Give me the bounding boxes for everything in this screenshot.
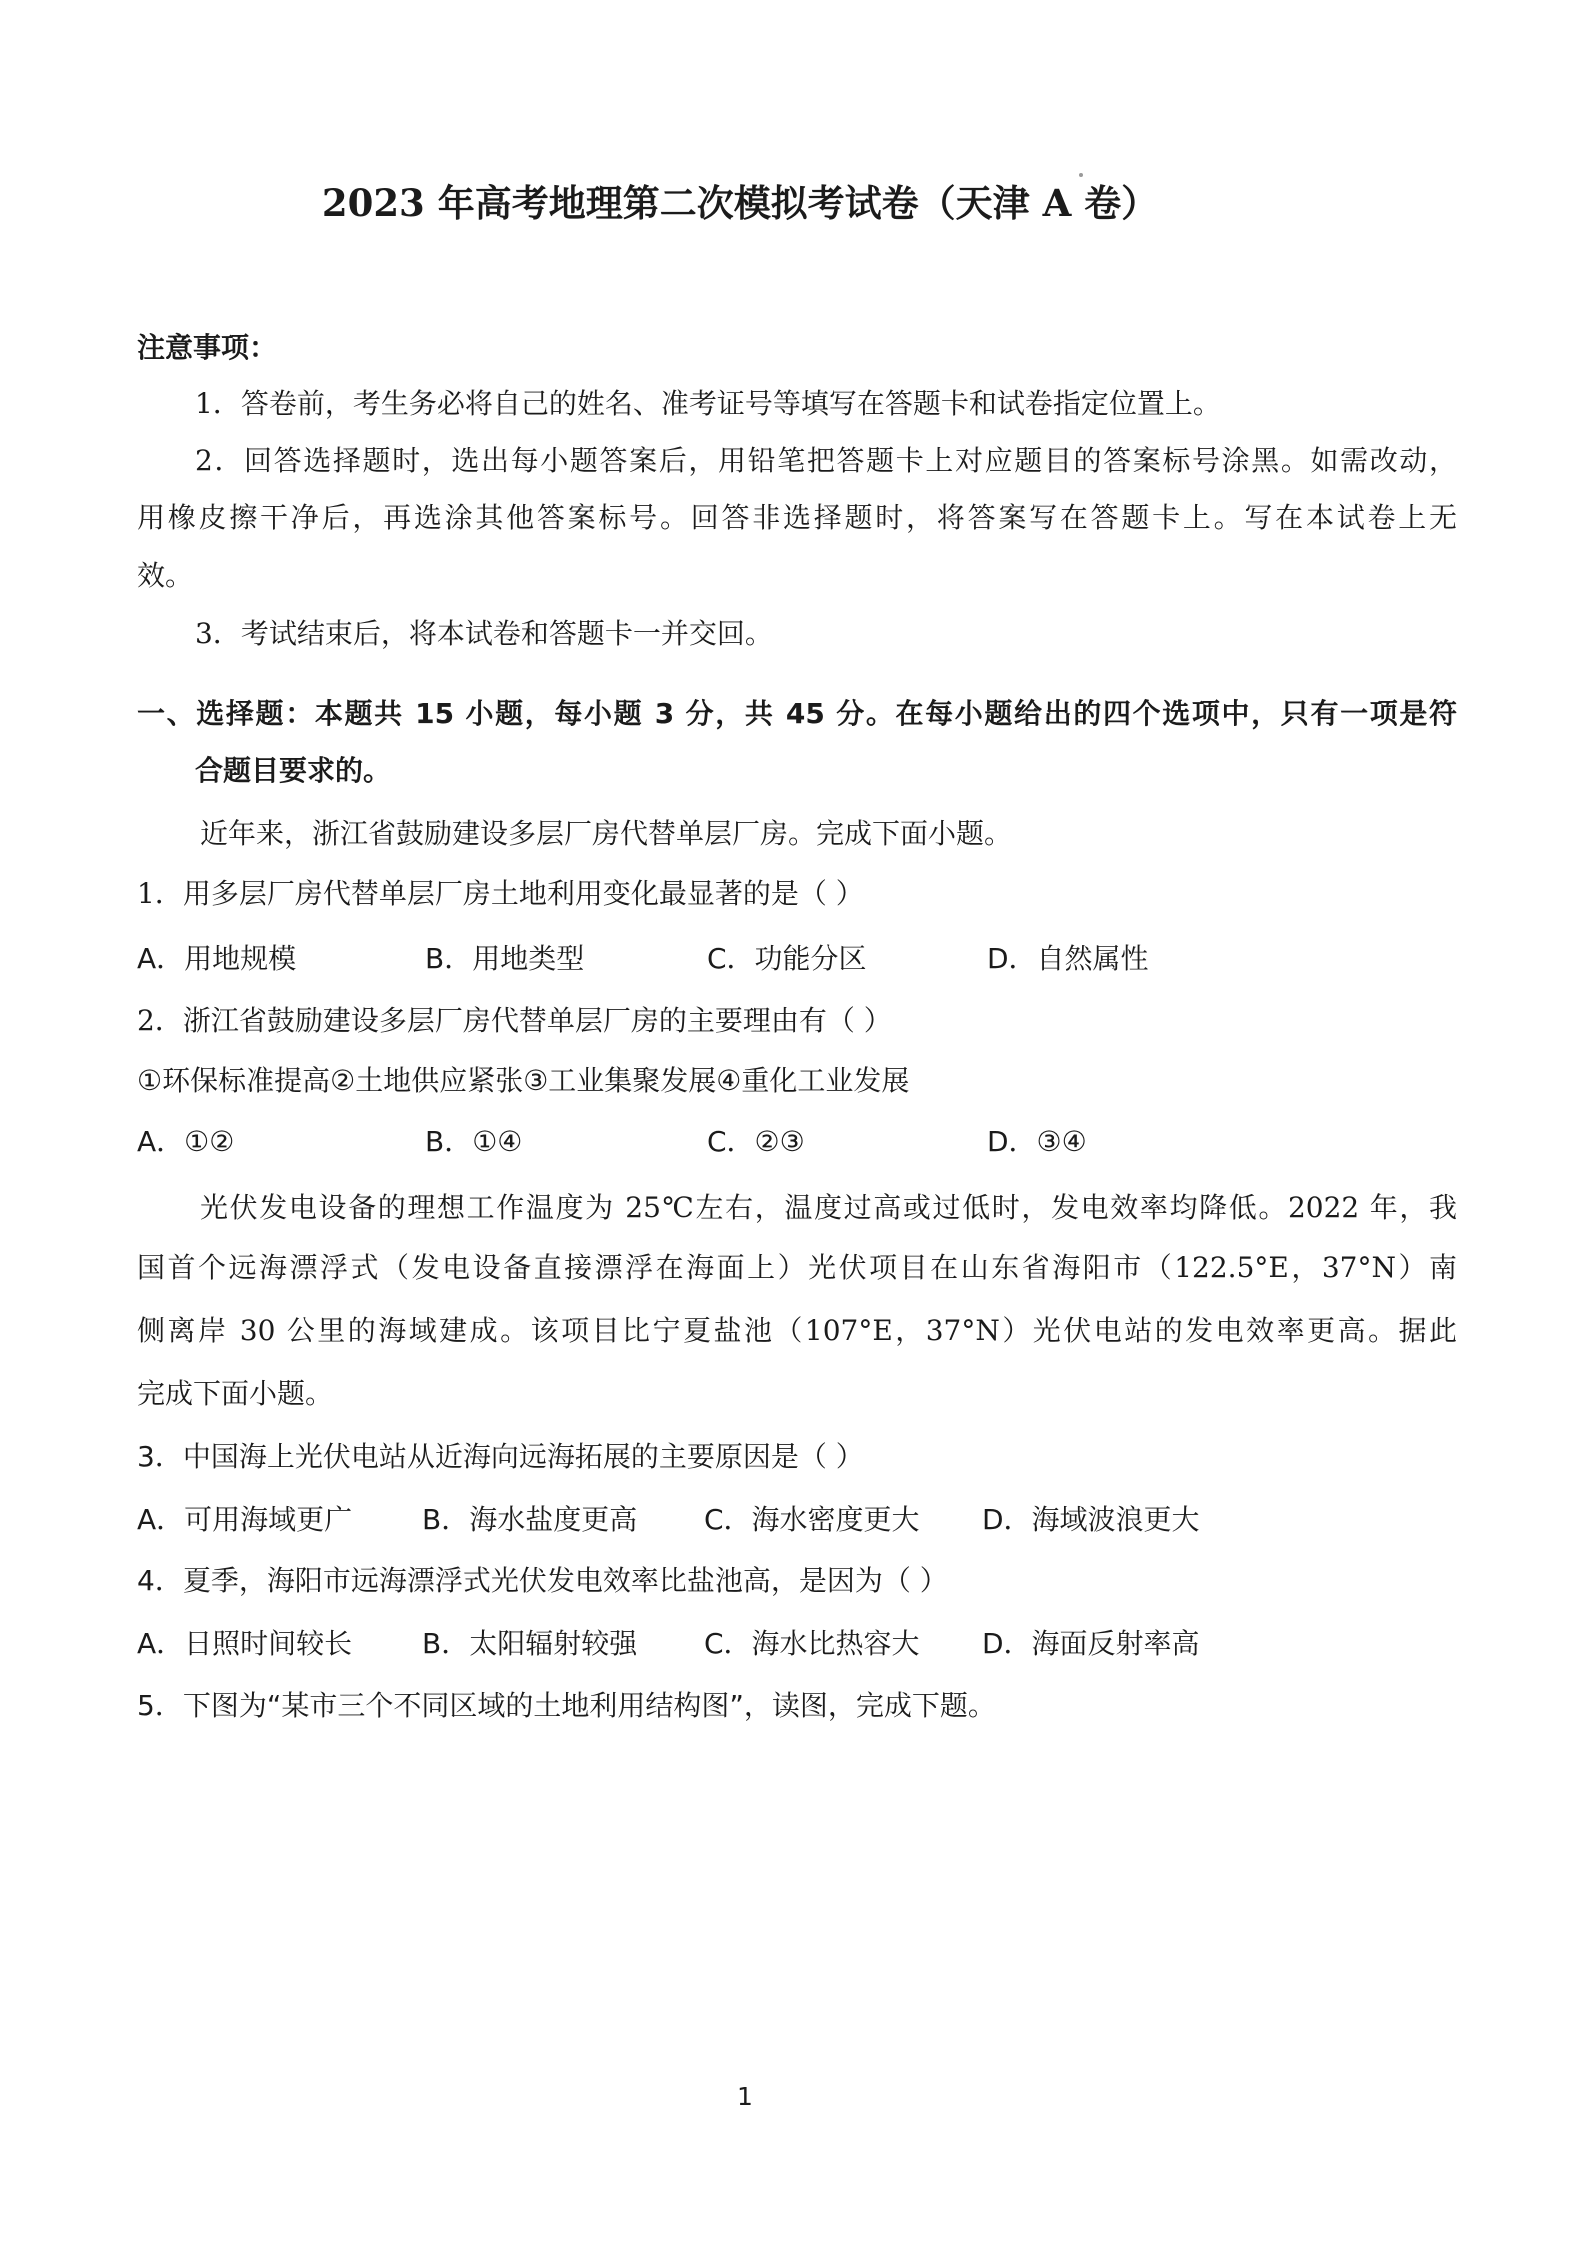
question-2-option-b: B．①④ <box>425 1125 523 1158</box>
page-title: 2023 年高考地理第二次模拟考试卷（天津 A 卷） <box>321 180 1159 225</box>
passage-1: 近年来，浙江省鼓励建设多层厂房代替单层厂房。完成下面小题。 <box>200 817 1013 850</box>
question-4-stem: 4．夏季，海阳市远海漂浮式光伏发电效率比盐池高，是因为（ ） <box>137 1564 948 1597</box>
question-3-option-d: D．海域波浪更大 <box>982 1503 1200 1536</box>
question-1-option-c: C．功能分区 <box>707 942 867 975</box>
question-4-option-b: B．太阳辐射较强 <box>422 1627 638 1660</box>
question-2-option-d: D．③④ <box>987 1125 1087 1158</box>
question-3-option-c: C．海水密度更大 <box>704 1503 920 1536</box>
question-4-option-d: D．海面反射率高 <box>982 1627 1200 1660</box>
notice-item-2-line-2: 用橡皮擦干净后，再选涂其他答案标号。回答非选择题时，将答案写在答题卡上。写在本试卷上无 <box>137 501 1457 534</box>
notice-heading: 注意事项： <box>137 331 278 364</box>
question-1-option-a: A．用地规模 <box>137 942 297 975</box>
question-2-options-row <box>137 1122 1457 1162</box>
question-3-stem: 3．中国海上光伏电站从近海向远海拓展的主要原因是（ ） <box>137 1440 864 1473</box>
question-4-option-c: C．海水比热容大 <box>704 1627 920 1660</box>
passage-2-line-1: 光伏发电设备的理想工作温度为 25℃左右，温度过高或过低时，发电效率均降低。2022 年，我 <box>200 1191 1457 1224</box>
question-1-stem: 1．用多层厂房代替单层厂房土地利用变化最显著的是（ ） <box>137 877 864 910</box>
notice-item-3: 3．考试结束后，将本试卷和答题卡一并交回。 <box>195 617 773 650</box>
question-4-option-a: A．日照时间较长 <box>137 1627 353 1660</box>
question-5-stem: 5．下图为“某市三个不同区域的土地利用结构图”，读图，完成下题。 <box>137 1689 996 1722</box>
question-3-options-row <box>137 1500 1457 1540</box>
passage-2-line-4: 完成下面小题。 <box>137 1377 334 1410</box>
section-heading-line-1: 一、选择题：本题共 15 小题，每小题 3 分，共 45 分。在每小题给出的四个选项中，只有一项是符 <box>137 697 1457 730</box>
question-2-stem: 2．浙江省鼓励建设多层厂房代替单层厂房的主要理由有（ ） <box>137 1004 892 1037</box>
passage-2-line-2: 国首个远海漂浮式（发电设备直接漂浮在海面上）光伏项目在山东省海阳市（122.5°E，37°N）南 <box>137 1251 1457 1284</box>
section-heading-line-2: 合题目要求的。 <box>195 754 392 787</box>
question-1-option-b: B．用地类型 <box>425 942 585 975</box>
notice-item-2-line-1: 2．回答选择题时，选出每小题答案后，用铅笔把答题卡上对应题目的答案标号涂黑。如需改动， <box>195 444 1457 477</box>
stray-mark <box>1079 173 1083 177</box>
question-2-option-a: A．①② <box>137 1125 235 1158</box>
notice-item-2-line-3: 效。 <box>137 559 194 592</box>
passage-2-line-3: 侧离岸 30 公里的海域建成。该项目比宁夏盐池（107°E，37°N）光伏电站的发电效率更高。据此 <box>137 1314 1457 1347</box>
page-number: 1 <box>737 2082 753 2111</box>
question-2-numbered-items: ①环保标准提高②土地供应紧张③工业集聚发展④重化工业发展 <box>137 1064 910 1097</box>
question-3-option-a: A．可用海域更广 <box>137 1503 353 1536</box>
question-1-options-row <box>137 939 1457 979</box>
question-3-option-b: B．海水盐度更高 <box>422 1503 638 1536</box>
question-4-options-row <box>137 1624 1457 1664</box>
notice-item-1: 1．答卷前，考生务必将自己的姓名、准考证号等填写在答题卡和试卷指定位置上。 <box>195 387 1221 420</box>
question-2-option-c: C．②③ <box>707 1125 805 1158</box>
question-1-option-d: D．自然属性 <box>987 942 1149 975</box>
